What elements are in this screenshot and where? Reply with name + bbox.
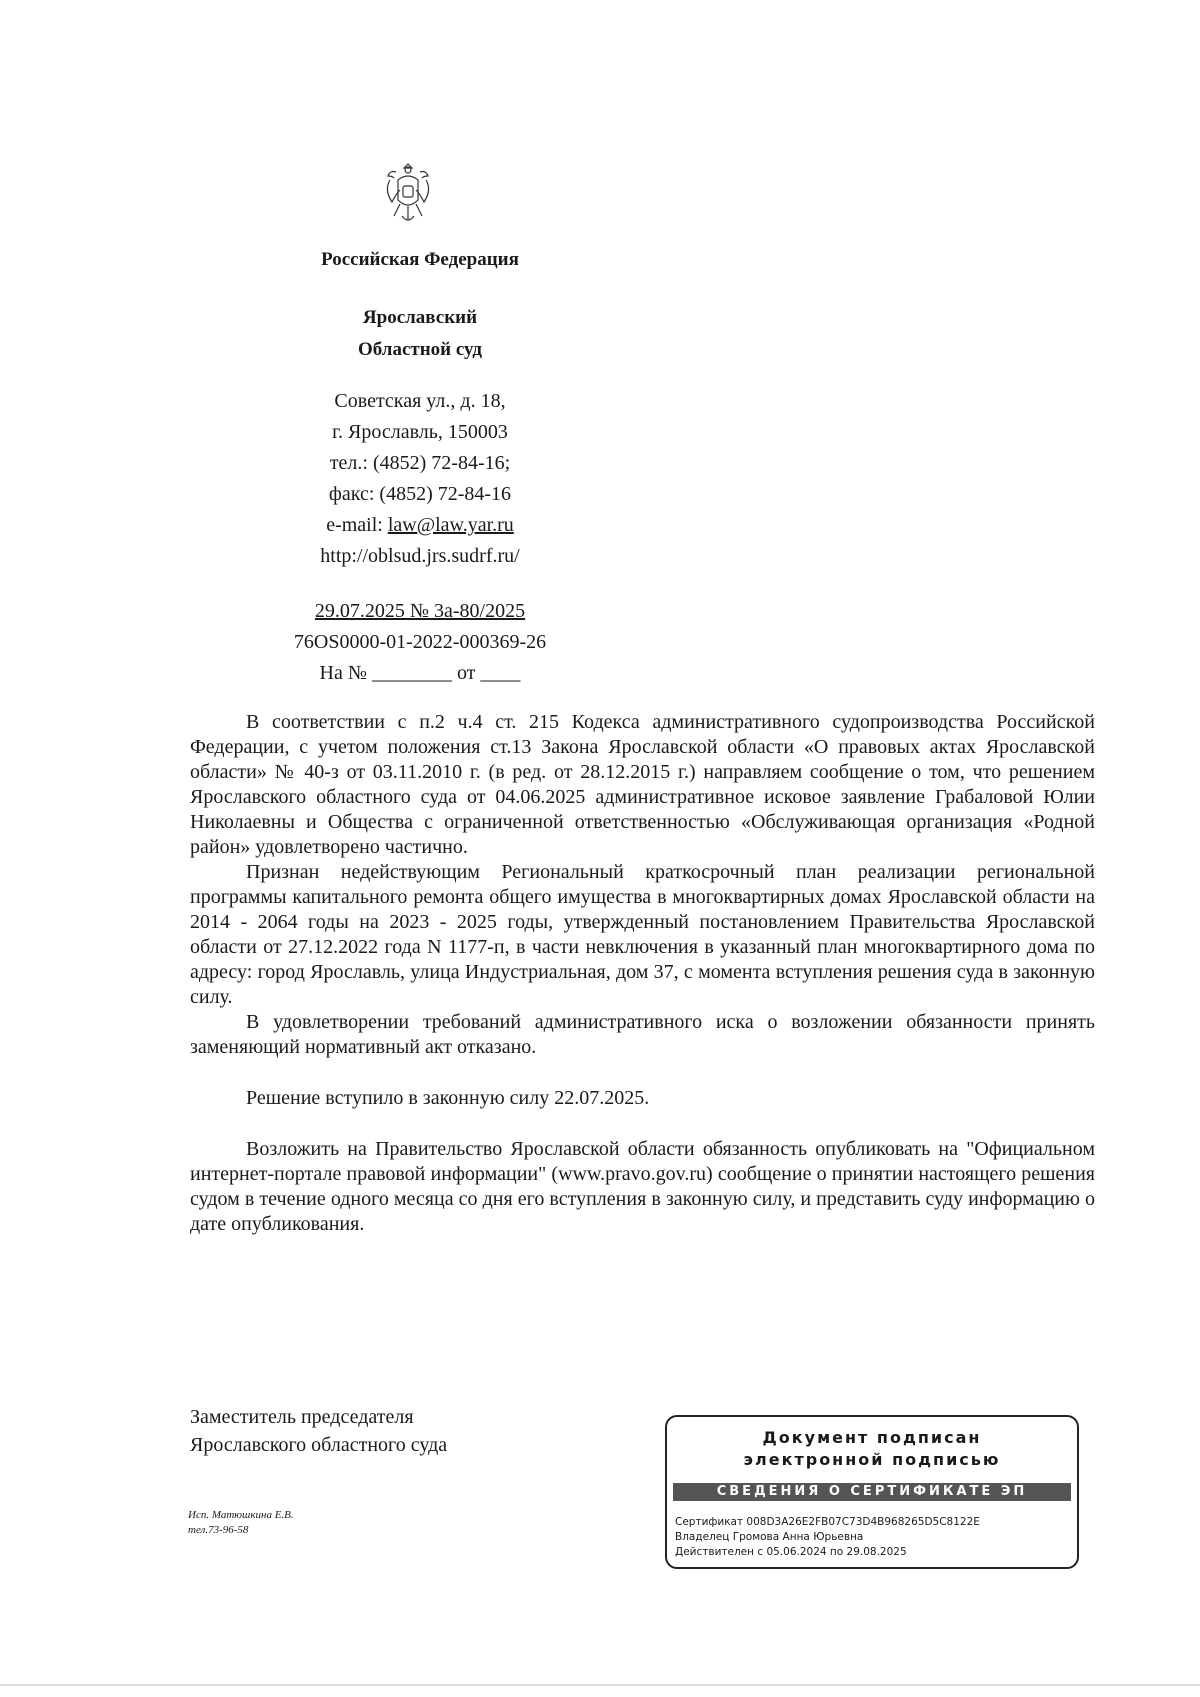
paragraph-2: Признан недействующим Региональный краткосрочный план реализации региональной программы капитального ремонта общего имущества в многоквартирных домах Ярославской области на 2014 - 2064 годы на 2023 - 2025 годы, утвержденный постановлением Правительства Ярославской области от 27.12.2022 года N 1177-п, в части невключения в указанный план многоквартирного дома по адресу: город Ярославль, улица Индустриальная, дом 37, с момента вступления решения суда в законную силу. <box>190 861 1095 1008</box>
letter-body <box>190 710 1095 1237</box>
country-name: Российская Федерация <box>321 249 519 270</box>
court-header <box>240 244 600 276</box>
ref-date-number: 29.07.2025 № 3а-80/2025 <box>314 600 526 622</box>
paragraph-5: Возложить на Правительство Ярославской области обязанность опубликовать на "Официальном интернет-портале правовой информации" (www.pravo.gov.ru) сообщение о принятии настоящего решения судом в течение одного месяца со дня его вступления в законную силу, и представить суду информацию о дате опубликования. <box>190 1138 1095 1235</box>
paragraph-4: Решение вступило в законную силу 22.07.2025. <box>246 1087 650 1109</box>
case-uid: 76OS0000-01-2022-000369-26 <box>293 631 547 653</box>
website-link[interactable]: http://oblsud.jrs.sudrf.ru/ <box>320 545 520 567</box>
stamp-subtitle: электронной подписью <box>743 1450 1001 1469</box>
email-label: e-mail: <box>326 514 388 536</box>
reference-block <box>240 596 600 689</box>
email-line <box>240 510 600 541</box>
stamp-owner: Владелец Громова Анна Юрьевна <box>675 1531 864 1543</box>
court-name-block <box>240 302 600 366</box>
signatory-position-line1: Заместитель председателя <box>190 1406 414 1428</box>
stamp-title: Документ подписан <box>762 1428 982 1447</box>
paragraph-3: В удовлетворении требований административного иска о возложении обязанности принять заменяющий нормативный акт отказано. <box>190 1011 1095 1058</box>
signatory-position-line2: Ярославского областного суда <box>190 1434 448 1456</box>
paragraph-1: В соответствии с п.2 ч.4 ст. 215 Кодекса административного судопроизводства Российской Федерации, с учетом положения ст.13 Закона Ярославской области «О правовых актах Ярославской области» № 40-з от 03.11.2010 г. (в ред. от 28.12.2015 г.) направляем сообщение о том, что решением Ярославского областного суда от 04.06.2025 административное исковое заявление Грабаловой Юлии Николаевны и Общества с ограниченной ответственностью «Обслуживающая организация «Родной район» удовлетворено частично. <box>190 711 1095 858</box>
executor-phone: тел.73-96-58 <box>188 1524 249 1536</box>
double-headed-eagle-icon <box>380 158 436 230</box>
court-name-line2: Областной суд <box>358 339 482 360</box>
stamp-details <box>675 1515 1077 1560</box>
fax: факс: (4852) 72-84-16 <box>328 483 512 505</box>
address-street: Советская ул., д. 18, <box>334 390 506 412</box>
electronic-signature-stamp <box>665 1415 1079 1569</box>
executor-block <box>188 1508 294 1538</box>
stamp-certificate: Сертификат 008D3A26E2FB07C73D4B968265D5C8122E <box>675 1516 980 1528</box>
stamp-validity: Действителен с 05.06.2024 по 29.08.2025 <box>675 1546 907 1558</box>
stamp-certificate-band: СВЕДЕНИЯ О СЕРТИФИКАТЕ ЭП <box>673 1483 1071 1501</box>
email-link[interactable]: law@law.yar.ru <box>387 514 514 536</box>
address-city: г. Ярославль, 150003 <box>332 421 508 443</box>
court-name-line1: Ярославский <box>362 307 478 328</box>
executor-name: Исп. Матюшкина Е.В. <box>188 1509 294 1521</box>
court-address-block <box>240 386 600 572</box>
phone: тел.: (4852) 72-84-16; <box>329 452 511 474</box>
signatory-block <box>190 1403 447 1459</box>
reply-to: На № ________ от ____ <box>319 662 521 684</box>
scan-edge-divider <box>0 1684 1200 1686</box>
